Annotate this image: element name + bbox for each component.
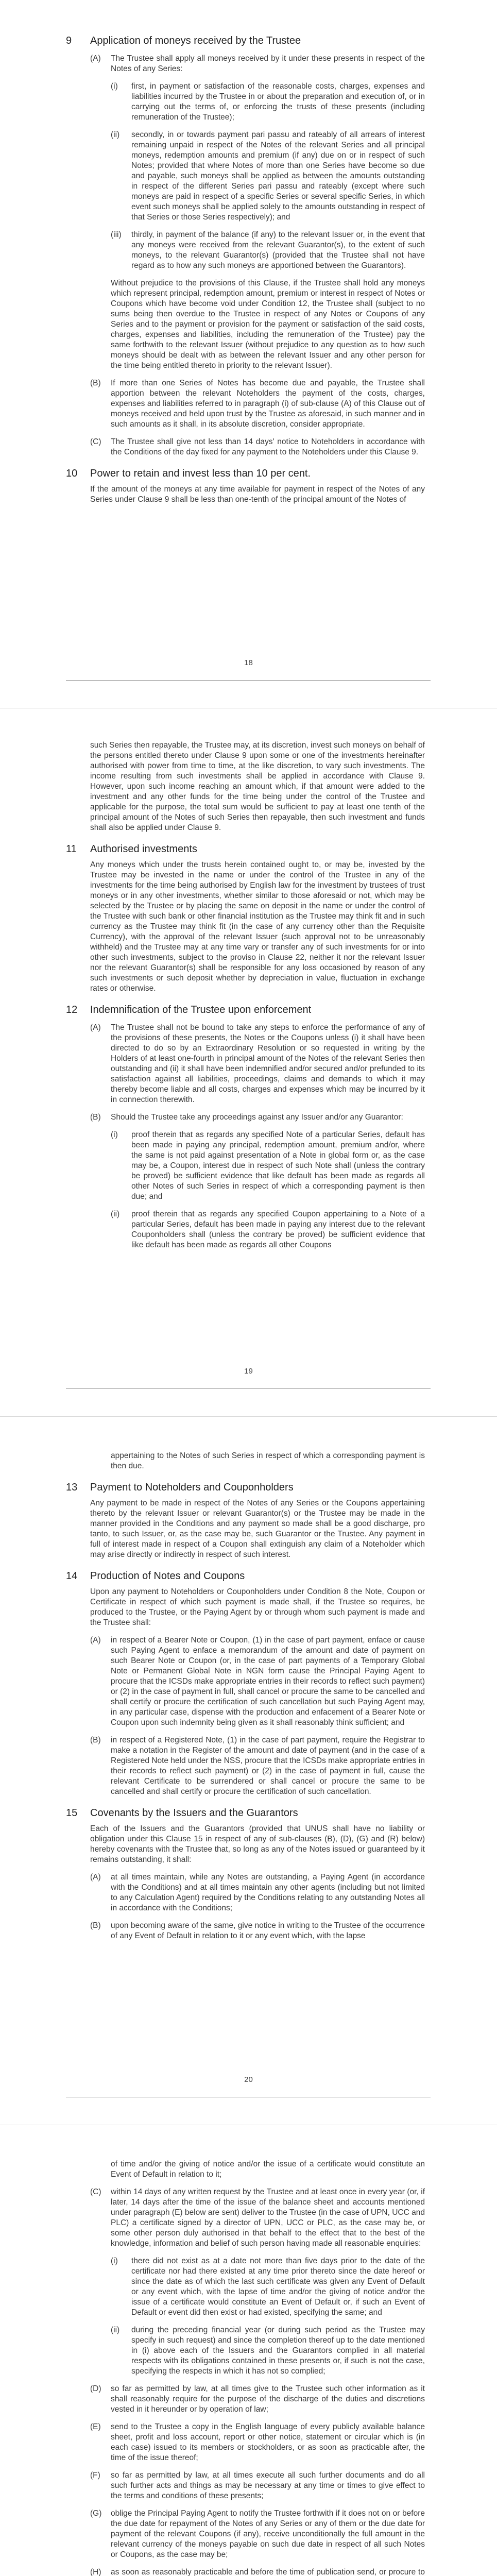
clause-number: 9 xyxy=(66,35,72,46)
clause-title: Production of Notes and Coupons xyxy=(90,1570,245,1582)
clause-number: 15 xyxy=(66,1807,78,1819)
page-number: 18 xyxy=(244,658,253,667)
clause-title: Authorised investments xyxy=(90,843,197,855)
subclause-B: (B) upon becoming aware of the same, give notice in writing to the Trustee of the occurrence of any Event of Default in relation to it or any event which, with the lapse xyxy=(90,1921,425,1940)
subclause-G: (G) oblige the Principal Paying Agent to notify the Trustee forthwith if it does not on or before the due date for repayment of the Notes of any Series or any of them or the due date for payment of the relevant Coupons (if any), receive unconditionally the full amount in the relevant currency of the moneys payable on such due date in respect of all such Notes or Coupons, as the case may be; xyxy=(90,2509,425,2559)
document-page-18 xyxy=(0,0,497,708)
page-19-content xyxy=(0,735,497,1250)
clause-title: Covenants by the Issuers and the Guarantors xyxy=(90,1807,298,1819)
page-21-content xyxy=(0,2152,497,2576)
footer-rule xyxy=(66,1388,431,1389)
subclause-C: (C) within 14 days of any written request by the Trustee and at least once in every year (or, if later, 14 days after the time of the issue of the balance sheet and accounts mentioned under paragraph (E) below are sent) deliver to the Trustee (in the case of UPN, UCC and PLC) a certificate signed by a director of UPN, UCC or PLC, as the case may be, or some other person duly authorised in that behalf to the effect that to the best of the knowledge, information and belief of such person having made all reasonable enquiries: xyxy=(90,2188,425,2248)
subclause-B: (B) in respect of a Registered Note, (1) in the case of part payment, require the Registrar to make a notation in the Register of the amount and date of payment (and in the case of a Registered Note held under the NSS, procure that the ICSDs make appropriate entries in their records to reflect such payment) or (2) in the case of payment in full, cause the relevant Certificate to be surrendered or shall cancel or procure the same to be cancelled and shall certify or procure the certification of such cancellation. xyxy=(90,1736,425,1796)
subclause-B: (B) If more than one Series of Notes has become due and payable, the Trustee shall apportion between the relevant Noteholders the payment of the costs, charges, expenses and liabilities referred to in paragraph (i) of sub-clause (A) of this Clause out of moneys received and held upon trust by the Trustee as aforesaid, in such manner and in such amounts as it shall, in its absolute discretion, consider appropriate. xyxy=(90,379,425,429)
clause-11-text: Any moneys which under the trusts herein contained ought to, or may be, invested by the Trustee may be invested in the name or under the control of the Trustee in any of the investments for the time being authorised by English law for the investment by trustees of trust moneys or in any other investments, whether similar to those aforesaid or not, which may be selected by the Trustee or by placing the same on deposit in the name or under the control of the Trustee with such bank or other financial institution as the Trustee may think fit and in such currency as the Trustee may think fit (in the case of any currency other than the Requisite Currency), with the approval of the relevant Issuer (such approval not to be unreasonably withheld) and the Trustee may at any time vary or transfer any of such investments for or into other such investments, subject to the proviso in Clause 22, neither it nor the relevant Issuer nor the relevant Guarantor(s) shall be responsible for any loss occasioned by reason of any such investments or such deposit whether by depreciation in value, fluctuation in exchange rates or otherwise. xyxy=(90,860,425,993)
continuation-text: appertaining to the Notes of such Series in respect of which a corresponding payment is then due. xyxy=(111,1451,425,1470)
paragraph-ii: (ii) during the preceding financial year (or during such period as the Trustee may specify in such request) and since the completion thereof up to the date mentioned in (i) above each of the Issuers and the Guarantors complied in all material respects with its obligations contained in these presents or, if such is not the case, specifying the respects in which it has not so complied; xyxy=(111,2326,425,2376)
clause-number: 10 xyxy=(66,468,78,479)
subclause-D: (D) so far as permitted by law, at all times give to the Trustee such other information as it shall reasonably require for the purpose of the discharge of the duties and discretions vested in it hereunder or by operation of law; xyxy=(90,2384,425,2414)
subclause-C: (C) The Trustee shall give not less than 14 days' notice to Noteholders in accordance with the Conditions of the day fixed for any payment to the Noteholders under this Clause 9. xyxy=(90,437,425,456)
clause-13-heading xyxy=(0,1479,497,1493)
page-number: 19 xyxy=(244,1367,253,1376)
paragraph-i: (i) first, in payment or satisfaction of the reasonable costs, charges, expenses and liabilities incurred by the Trustee in or about the preparation and execution of, or in carrying out the terms of, or enforcing the trusts of these presents (including remuneration of the Trustee); xyxy=(111,82,425,122)
subclause-A: (A) The Trustee shall not be bound to take any steps to enforce the performance of any of the provisions of these presents, the Notes or the Coupons unless (i) it shall have been directed to do so by an Extraordinary Resolution or so requested in writing by the Holders of at least one-fourth in principal amount of the Notes of the relevant Series then outstanding and (ii) it shall have been indemnified and/or secured and/or prefunded to its satisfaction against all liabilities, proceedings, claims and demands to which it may thereby become liable and all costs, charges and expenses which may be incurred by it in connection therewith. xyxy=(90,1023,425,1104)
clause-15-text: Each of the Issuers and the Guarantors (provided that UNUS shall have no liability or obligation under this Clause 15 in respect of any of sub-clauses (B), (D), (G) and (R) below) hereby covenants with the Trustee that, so long as any of the Notes issued or guaranteed by it remains outstanding, it shall: xyxy=(90,1824,425,1864)
clause-10-heading xyxy=(0,465,497,479)
clause-title: Payment to Noteholders and Couponholders xyxy=(90,1482,294,1493)
subclause-A: (A) at all times maintain, while any Notes are outstanding, a Paying Agent (in accordance with the Conditions) and at all times maintain any other agents (including but not limited to any Calculation Agent) required by the Conditions relating to any outstanding Notes all in accordance with the Conditions; xyxy=(90,1873,425,1912)
clause-number: 11 xyxy=(66,843,77,855)
paragraph-i: (i) proof therein that as regards any specified Note of a particular Series, default has been made in paying any principal, redemption amount, premium and/or, where the same is not paid against presentation of a Note in global form or, as the case may be, a Coupon, interest due in respect of such Note shall (unless the contrary be proved) be sufficient evidence that like default has been made as regards all other Notes of such Series in respect of which a corresponding payment is then due; and xyxy=(111,1130,425,1201)
paragraph-iii: (iii) thirdly, in payment of the balance (if any) to the relevant Issuer or, in the event that any moneys were received from the relevant Guarantor(s), to the extent of such moneys, to the relevant Guarantor(s) (provided that the Trustee shall not have regard as to how any such moneys are apportioned between the Guarantors). xyxy=(111,230,425,270)
clause-13-text: Any payment to be made in respect of the Notes of any Series or the Coupons appertaining thereto by the relevant Issuer or relevant Guarantor(s) or the Trustee may be made in the manner provided in the Conditions and any payment so made shall be a good discharge, pro tanto, to such Issuer, or, as the case may be, such Guarantor or the Trustee. Any payment in full of interest made in respect of a Coupon shall extinguish any claim of a Noteholder which may arise directly or indirectly in respect of such interest. xyxy=(90,1499,425,1559)
continuation-text: of time and/or the giving of notice and/or the issue of a certificate would constitute an Event of Default in relation to it; xyxy=(111,2160,425,2179)
document-page-21 xyxy=(0,2125,497,2576)
clause-title: Power to retain and invest less than 10 per cent. xyxy=(90,468,311,479)
paragraph-ii: (ii) secondly, in or towards payment pari passu and rateably of all arrears of interest remaining unpaid in respect of the Notes of the relevant Series and all principal moneys, redemption amounts and premium (if any) due on or in respect of such Notes; provided that where Notes of more than one Series have become so due and payable, such moneys shall be applied as between the amounts outstanding in respect of the different Series pari passu and rateably (except where such moneys are paid in respect of a specific Series or several specific Series, in which event such moneys shall be applied solely to the amounts outstanding in respect of that Series or those Series respectively); and xyxy=(111,130,425,222)
without-prejudice-paragraph: Without prejudice to the provisions of this Clause, if the Trustee shall hold any moneys which represent principal, redemption amount, premium or interest in respect of Notes or Coupons which have become void under Condition 12, the Trustee shall (subject to no sums being then overdue to the Trustee in respect of any Notes or Coupons of any Series and to the payment or provision for the payment or satisfaction of the said costs, charges, expenses and liabilities, including the remuneration of the Trustee) pay the same forthwith to the relevant Issuer (without prejudice to any question as to how such moneys should be dealt with as between the relevant Issuer and any other person for the time being entitled thereto in priority to the relevant Issuer). xyxy=(111,279,425,370)
clause-number: 14 xyxy=(66,1570,78,1582)
paragraph-i: (i) there did not exist as at a date not more than five days prior to the date of the certificate nor had there existed at any time prior thereto since the date hereof or since the date as of which the last such certificate was given any Event of Default or any event which, with the lapse of time and/or the giving of notice and/or the issue of a certificate would constitute an Event of Default or, if such an Event of Default or event did then exist or had existed, specifying the same; and xyxy=(111,2257,425,2317)
page-number: 20 xyxy=(244,2075,253,2084)
clause-title: Application of moneys received by the Trustee xyxy=(90,35,301,46)
continuation-text: such Series then repayable, the Trustee may, at its discretion, invest such moneys on behalf of the persons entitled thereto under Clause 9 upon some or one of the investments hereinafter authorised with power from time to time, at the like discretion, to vary such investments. The income resulting from such investments shall be applied in accordance with Clause 9. However, upon such income reaching an amount which, if that amount were added to the investment and any other funds for the time being under the control of the Trustee and applicable for the purpose, the total sum would be sufficient to pay at least one tenth of the principal amount of the Notes of such Series then repayable, then such investment and funds shall also be applied under Clause 9. xyxy=(90,741,425,832)
clause-10-text: If the amount of the moneys at any time available for payment in respect of the Notes of any Series under Clause 9 shall be less than one-tenth of the principal amount of the Notes of xyxy=(90,485,425,504)
subclause-F: (F) so far as permitted by law, at all times execute all such further documents and do all such further acts and things as may be necessary at any time or times to give effect to the terms and conditions of these presents; xyxy=(90,2471,425,2500)
subclause-A: (A) in respect of a Bearer Note or Coupon, (1) in the case of part payment, enface or cause such Paying Agent to enface a memorandum of the amount and date of payment on such Bearer Note or Coupon (or, in the case of part payments of a Temporary Global Note or Permanent Global Note in NGN form cause the Principal Paying Agent to procure that the ICSDs make appropriate entries in their records to reflect such payment) or (2) in the case of payment in full, shall cancel or procure the same to be cancelled and shall certify or procure the certification of such cancellation but such Paying Agent may, in any particular case, dispense with the production and enfacement of a Bearer Note or Coupon upon such indemnity being given as it shall reasonably think sufficient; and xyxy=(90,1636,425,1727)
subclause-H: (H) as soon as reasonably practicable and before the time of publication send, or procure to xyxy=(90,2568,425,2576)
clause-14-text: Upon any payment to Noteholders or Couponholders under Condition 8 the Note, Coupon or Certificate in respect of which such payment is made shall, if the Trustee so requires, be produced to the Trustee, or the Paying Agent by or through whom such payment is made and the Trustee shall: xyxy=(90,1587,425,1627)
clause-9-heading xyxy=(0,32,497,46)
clause-9-block xyxy=(0,32,497,510)
document-page-20 xyxy=(0,1417,497,2125)
clause-number: 12 xyxy=(66,1004,78,1015)
clause-12-heading xyxy=(0,1001,497,1015)
page-20-content xyxy=(0,1444,497,1941)
subclause-A: (A) The Trustee shall apply all moneys received by it under these presents in respect of the Notes of any Series: xyxy=(90,54,425,73)
clause-number: 13 xyxy=(66,1482,78,1493)
clause-title: Indemnification of the Trustee upon enforcement xyxy=(90,1004,312,1015)
document-page-19 xyxy=(0,708,497,1417)
clause-15-heading xyxy=(0,1804,497,1819)
paragraph-ii: (ii) proof therein that as regards any specified Coupon appertaining to a Note of a particular Series, default has been made in paying any interest due to the relevant Couponholders shall (unless the contrary be proved) be sufficient evidence that like default has been made as regards all other Coupons xyxy=(111,1210,425,1249)
clause-11-heading xyxy=(0,840,497,855)
footer-rule xyxy=(66,680,431,681)
subclause-B: (B) Should the Trustee take any proceedings against any Issuer and/or any Guarantor: xyxy=(90,1113,403,1122)
subclause-E: (E) send to the Trustee a copy in the English language of every publicly available balance sheet, profit and loss account, report or other notice, statement or circular which is (in each case) issued to its members or stockholders, or as soon as practicable after, the time of the issue thereof; xyxy=(90,2422,425,2462)
clause-14-heading xyxy=(0,1567,497,1582)
